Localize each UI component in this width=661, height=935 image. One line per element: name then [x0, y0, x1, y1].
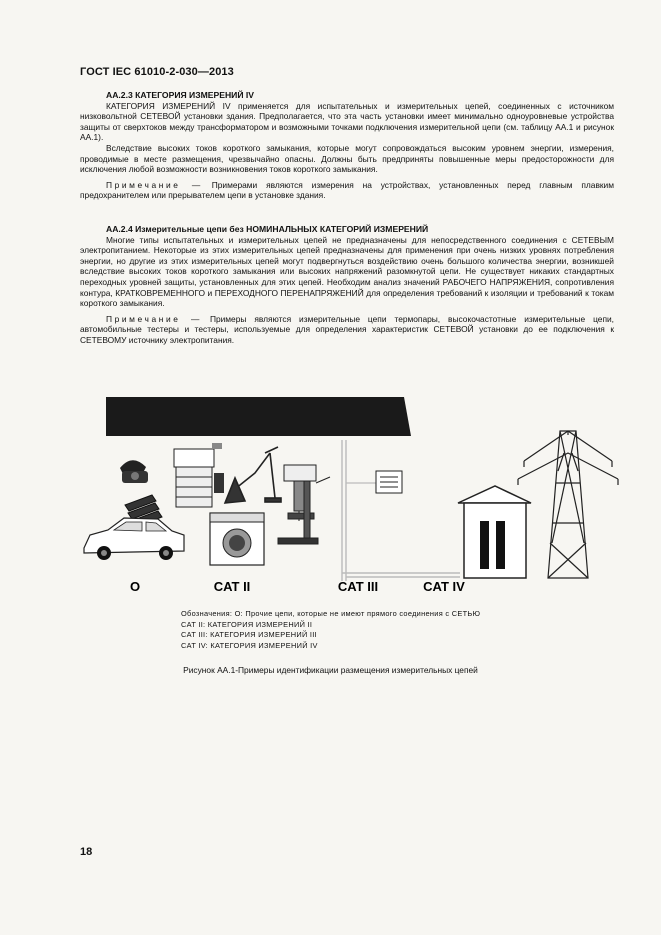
building-wiring: [342, 440, 346, 581]
section-aa23-paragraph-2: Вследствие высоких токов короткого замыкания, которые могут сопровождаться высоким уровнем энергии, измерения, проводимые в месте размещения, чрезвычайно опасны. Должны быть предприняты повышенные меры предосторожности для исключения любой возможности возникновения токов короткого замыкания.: [80, 142, 614, 175]
legend-line: CAT II: КАТЕГОРИЯ ИЗМЕРЕНИЙ II: [181, 619, 313, 629]
section-aa23-heading: АА.2.3 КАТЕГОРИЯ ИЗМЕРЕНИЙ IV: [106, 90, 255, 100]
legend-line: CAT IV: КАТЕГОРИЯ ИЗМЕРЕНИЙ IV: [181, 640, 318, 650]
section-aa24-note: [80, 314, 614, 346]
figure-legend: [181, 609, 480, 651]
building-roof-icon: [106, 397, 411, 436]
label-cat-iii: CAT III: [337, 579, 379, 594]
legend-line: Обозначения: O: Прочие цепи, которые не имеют прямого соединения с СЕТЬЮ: [181, 609, 481, 618]
service-line: [342, 573, 460, 577]
section-aa24-heading: АА.2.4 Измерительные цепи без НОМИНАЛЬНЫХ КАТЕГОРИЙ ИЗМЕРЕНИЙ: [106, 224, 429, 234]
note-lead: Примечание —: [106, 313, 202, 324]
copier-icon: [174, 443, 224, 507]
washing-machine-icon: [210, 513, 264, 565]
document-header: ГОСТ IEC 61010-2-030—2013: [80, 66, 234, 78]
car-icon: [84, 518, 184, 560]
measurement-categories-illustration: [80, 383, 620, 598]
note-text: Примеры являются измерительные цепи термопары, высокочастотные измерительные цепи, автомобильные тестеры и тестеры, используемые для определения характеристик СЕТЕВОЙ установки до ее подключения к СЕТЕВОМУ источнику электропитания.: [80, 313, 614, 345]
telephone-icon: [120, 460, 148, 483]
label-o: O: [129, 579, 141, 594]
label-cat-ii: CAT II: [213, 579, 251, 594]
desk-lamp-icon: [225, 447, 281, 503]
label-cat-iv: CAT IV: [423, 579, 465, 594]
note-lead: Примечание —: [106, 179, 203, 190]
page-number: 18: [80, 846, 93, 858]
section-aa23-paragraph-1: КАТЕГОРИЯ ИЗМЕРЕНИЙ IV применяется для испытательных и измерительных цепей, соединенных с источником низковольтной СЕТЕВОЙ установки здания. Предполагается, что эта часть установки имеет минимально одноуровневые устройства защиты от сверхтоков между трансформатором и возможными точками подключения измерительной цепи (см. таблицу АА.1 и рисунок АА.1).: [80, 100, 614, 143]
figure-caption: Рисунок АА.1-Примеры идентификации размещения измерительных цепей: [183, 665, 478, 675]
section-aa24-paragraph-1: Многие типы испытательных и измерительных цепей не предназначены для непосредственного соединения с СЕТЕВЫМ электропитанием. Некоторые из этих измерительных цепей предназначены для применения при очень низких уровнях потребления энергии, но другие из этих измерительных цепей могут подвергнуться воздействию очень большого количества энергии, возникшей вследствие высоких токов короткого замыкания или высоких напряжений разомкнутой цепи. Не существует никаких стандартных переходных уровней защиты, установленных для этих цепей. Необходим анализ значений РАБОЧЕГО НАПРЯЖЕНИЯ, сопротивления контура, КРАТКОВРЕМЕННОГО и ПЕРЕХОДНОГО ПЕРЕНАПРЯЖЕНИЙ для определения требований к изоляции и требований к токам короткого замыкания.: [80, 234, 614, 309]
transmission-tower-icon: [518, 431, 618, 578]
section-aa23-note: [80, 180, 614, 201]
section-aa24: [80, 224, 614, 346]
drill-press-icon: [278, 465, 330, 544]
figure-aa1: [80, 383, 620, 598]
legend-line: CAT III: КАТЕГОРИЯ ИЗМЕРЕНИЙ III: [181, 630, 317, 639]
note-text: Примерами являются измерения на устройствах, установленных перед главным плавким предохранителем или прерывателем цепи в установке здания.: [80, 179, 614, 201]
section-aa23: [80, 90, 614, 201]
substation-icon: [458, 486, 531, 578]
